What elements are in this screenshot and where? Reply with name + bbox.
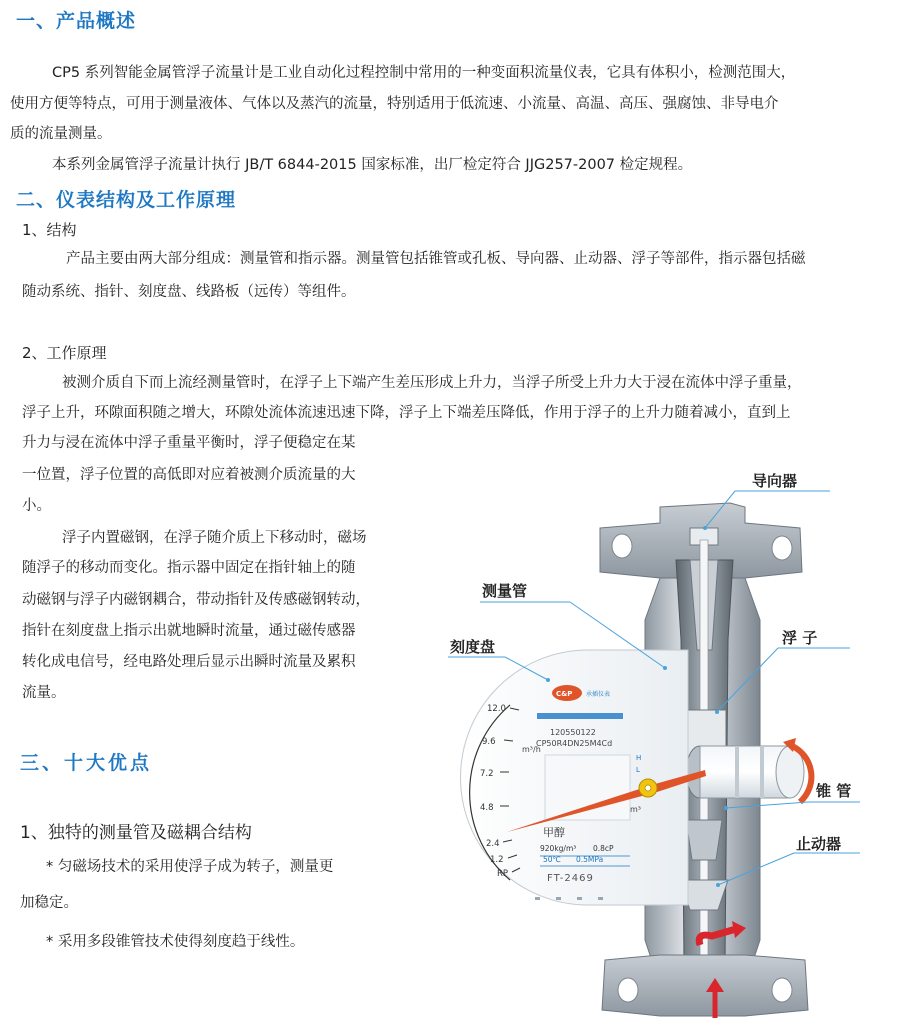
- dial-plate: [461, 650, 688, 905]
- section1-para2: 本系列金属管浮子流量计执行 JB/T 6844-2015 国家标准，出厂检定符合 JJG257-2007 检定规程。: [52, 157, 693, 173]
- pressure: 0.5MPa: [576, 855, 604, 864]
- label-float: 浮 子: [782, 629, 818, 647]
- bullet1-line1: * 匀磁场技术的采用使浮子成为转子，测量更: [46, 859, 334, 875]
- section1-para1-line2: 使用方便等特点，可用于测量液体、气体以及蒸汽的流量，特别适用于低流速、小流量、高温、高压、强腐蚀、非导电介: [10, 96, 779, 112]
- principle-line1: 被测介质自下而上流经测量管时，在浮子上下端产生差压形成上升力，当浮子所受上升力大于浸在流体中浮子重量，: [62, 375, 802, 391]
- magnet-line5: 转化成电信号，经电路处理后显示出瞬时流量及累积: [22, 654, 356, 670]
- bullet1-line2: 加稳定。: [20, 895, 78, 911]
- label-cone: 锥 管: [816, 782, 852, 800]
- viscosity: 0.8cP: [593, 844, 614, 853]
- label-measuring-tube: 测量管: [482, 582, 528, 600]
- magnet-line6: 流量。: [22, 685, 66, 701]
- structure-line2: 随动系统、指针、刻度盘、线路板（远传）等组件。: [22, 284, 356, 300]
- dial-serial: 120550122: [550, 728, 596, 737]
- section3-title: 三、十大优点: [20, 752, 153, 774]
- tick-12: 12.0: [487, 704, 506, 714]
- unit-flow: m³/h: [522, 745, 541, 754]
- magnet-line2: 随浮子的移动而变化。指示器中固定在指针轴上的随: [22, 560, 356, 576]
- label-dial: 刻度盘: [450, 638, 496, 656]
- unit-density: m³: [630, 805, 641, 814]
- temperature: 50℃: [543, 855, 561, 864]
- principle-line2: 浮子上升，环隙面积随之增大，环隙处流体流速迅速下降，浮子上下端差压降低，作用于浮子的上升力随着减小，直到上: [22, 405, 791, 421]
- tick-2.4: 2.4: [486, 839, 500, 849]
- section2-title: 二、仪表结构及工作原理: [16, 189, 237, 211]
- brand-band: [537, 713, 623, 719]
- h-mark: H: [636, 754, 642, 762]
- magnet-coupling: [686, 738, 811, 802]
- section1-para1-line3: 质的流量测量。: [10, 126, 112, 142]
- structure-line1: 产品主要由两大部分组成：测量管和指示器。测量管包括锥管或孔板、导向器、止动器、浮子等部件，指示器包括磁: [66, 251, 806, 267]
- principle-line4: 一位置，浮子位置的高低即对应着被测介质流量的大: [22, 467, 356, 483]
- l-mark: L: [636, 766, 640, 774]
- tick-rp: RP: [497, 869, 509, 879]
- tag: FT-2469: [547, 873, 594, 884]
- principle-line3: 升力与浸在流体中浮子重量平衡时，浮子便稳定在某: [22, 435, 356, 451]
- magnet-line4: 指针在刻度盘上指示出就地瞬时流量，通过磁传感器: [22, 623, 356, 639]
- density: 920kg/m³: [540, 844, 577, 853]
- bullet2: * 采用多段锥管技术使得刻度趋于线性。: [46, 934, 305, 950]
- medium: 甲醇: [543, 826, 565, 839]
- brand-cn: 承插仪表: [586, 691, 611, 698]
- label-guide: 导向器: [752, 472, 798, 490]
- brand-name: C&P: [556, 690, 573, 698]
- magnet-line1: 浮子内置磁钢，在浮子随介质上下移动时，磁场: [62, 530, 367, 546]
- label-stopper: 止动器: [796, 835, 842, 853]
- principle-title: 2、工作原理: [22, 344, 107, 362]
- tick-1.2: 1.2: [490, 855, 504, 865]
- structure-title: 1、结构: [22, 221, 77, 239]
- dial-model: CP50R4DN25M4Cd: [536, 739, 613, 748]
- tick-9.6: 9.6: [482, 737, 496, 747]
- section3-sub1-title: 1、独特的测量管及磁耦合结构: [20, 823, 252, 843]
- magnet-line3: 动磁钢与浮子内磁钢耦合，带动指针及传感磁钢转动，: [22, 592, 370, 608]
- principle-line5: 小。: [22, 498, 51, 514]
- tick-4.8: 4.8: [480, 803, 494, 813]
- section1-title: 一、产品概述: [16, 10, 137, 32]
- section1-para1-line1: CP5 系列智能金属管浮子流量计是工业自动化过程控制中常用的一种变面积流量仪表，它具有体积小，检测范围大，: [52, 65, 796, 81]
- bottom-flange: [602, 955, 808, 1016]
- tick-7.2: 7.2: [480, 769, 494, 779]
